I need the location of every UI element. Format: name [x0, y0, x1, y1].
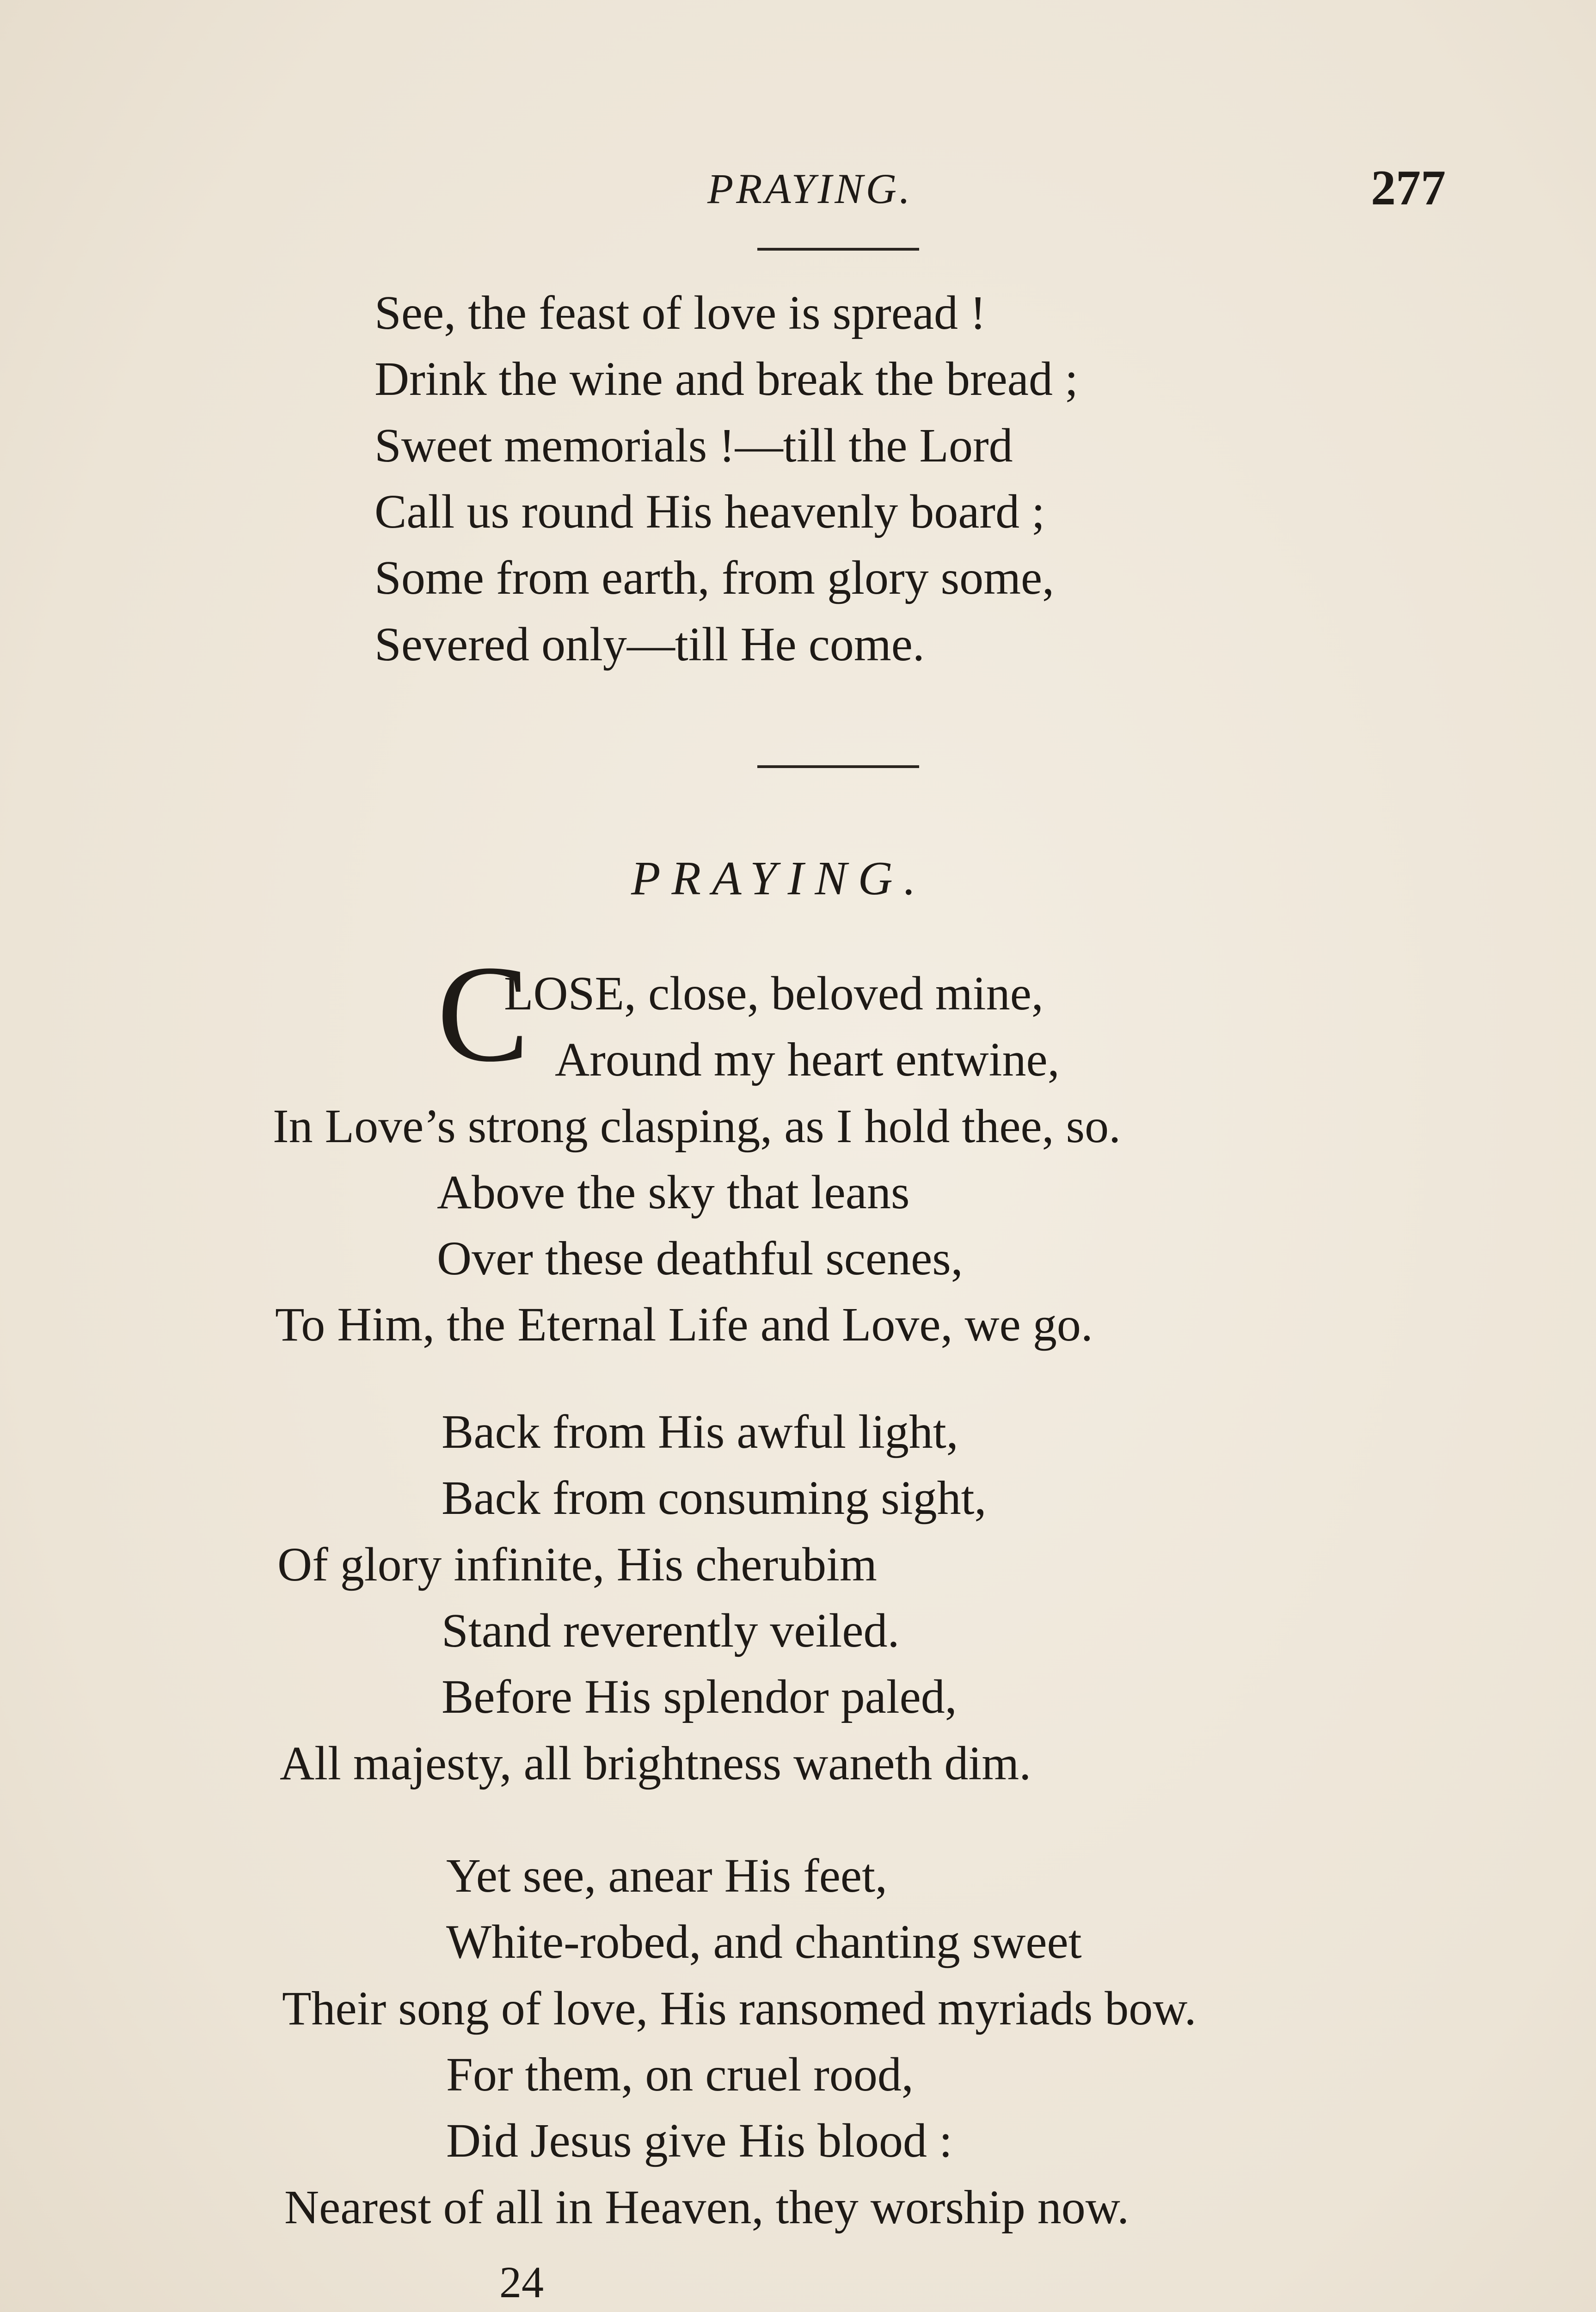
poem-line: LOSE, close, beloved mine, [504, 967, 1044, 1020]
previous-stanza-line: Sweet memorials !—till the Lord [374, 419, 1013, 472]
section-divider [757, 765, 919, 768]
page-number: 277 [1371, 160, 1446, 215]
drop-cap: C [437, 937, 530, 1090]
previous-stanza-line: Drink the wine and break the bread ; [374, 352, 1078, 406]
poem-line: Over these deathful scenes, [437, 1232, 963, 1285]
poem-line: Above the sky that leans [437, 1166, 910, 1219]
poem-line: In Love’s strong clasping, as I hold thee, so. [273, 1100, 1121, 1153]
poem-line: Did Jesus give His blood : [446, 2114, 952, 2167]
poem-line: Nearest of all in Heaven, they worship now. [284, 2181, 1129, 2234]
header-rule [757, 248, 919, 251]
previous-stanza-line: See, the feast of love is spread ! [374, 286, 986, 339]
signature-mark: 24 [499, 2257, 544, 2307]
poem-line: Stand reverently veiled. [442, 1604, 900, 1657]
previous-stanza-line: Some from earth, from glory some, [374, 551, 1055, 604]
poem-line: Before His splendor paled, [442, 1670, 957, 1723]
poem-line: To Him, the Eternal Life and Love, we go. [275, 1298, 1093, 1351]
poem-line: White-robed, and chanting sweet [446, 1915, 1082, 1968]
poem-line: Back from His awful light, [442, 1405, 958, 1458]
poem-title: PRAYING. [631, 852, 927, 905]
previous-stanza-line: Call us round His heavenly board ; [374, 485, 1045, 538]
running-head-title: PRAYING. [707, 165, 913, 212]
poem-line: All majesty, all brightness waneth dim. [280, 1737, 1031, 1790]
poem-line: For them, on cruel rood, [446, 2048, 914, 2101]
poem-line: Yet see, anear His feet, [446, 1849, 887, 1902]
poem-line: Back from consuming sight, [442, 1471, 987, 1525]
poem-line: Around my heart entwine, [555, 1033, 1060, 1086]
poem-line: Of glory infinite, His cherubim [277, 1538, 877, 1591]
poem-line: Their song of love, His ransomed myriads bow. [282, 1982, 1197, 2035]
previous-stanza-line: Severed only—till He come. [374, 618, 925, 671]
